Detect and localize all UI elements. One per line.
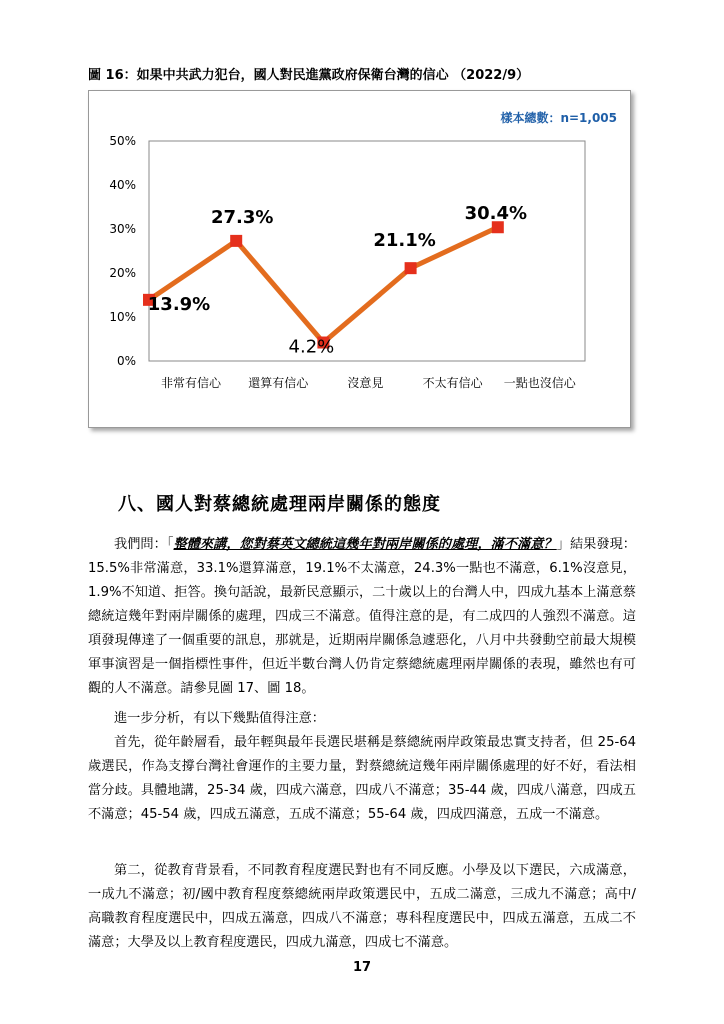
paragraph-1 <box>88 533 636 701</box>
y-tick-label: 20% <box>109 266 136 280</box>
x-tick-label: 不太有信心 <box>422 376 483 390</box>
p1-prefix: 我們問：「 <box>114 537 174 552</box>
data-label: 21.1% <box>373 230 436 252</box>
line-chart <box>88 90 631 428</box>
paragraph-2: 進一步分析，有以下幾點值得注意： <box>114 711 325 726</box>
data-point-marker <box>405 262 417 274</box>
section-heading: 八、國人對蔡總統處理兩岸關係的態度 <box>118 494 441 515</box>
x-tick-label: 還算有信心 <box>248 376 309 390</box>
data-label: 30.4% <box>464 203 528 225</box>
survey-question: 整體來講，您對蔡英文總統這幾年對兩岸關係的處理，滿不滿意？ <box>173 537 557 552</box>
figure-caption: 圖 16：如果中共武力犯台，國人對民進黨政府保衛台灣的信心 （2022/9） <box>88 68 530 83</box>
x-tick-label: 沒意見 <box>347 376 384 390</box>
y-tick-label: 40% <box>109 178 136 192</box>
paragraph-3: 首先，從年齡層看，最年輕與最年長選民堪稱是蔡總統兩岸政策最忠實支持者，但 25-64 歲選民，作為支撐台灣社會運作的主要力量，對蔡總統這幾年兩岸關係處理的好不好，看法相當分歧。具體地講，25-34 歲，四成六滿意，四成八不滿意；35-44 歲，四成八滿意，四成五不滿意；45-54 歲，四成五滿意，五成不滿意；55-64 歲，四成四滿意，五成一不滿意。 <box>88 735 636 822</box>
data-point-marker <box>230 235 242 247</box>
y-tick-label: 30% <box>109 222 136 236</box>
y-tick-label: 10% <box>109 310 136 324</box>
x-tick-label: 一點也沒信心 <box>503 376 576 390</box>
paragraph-4: 第二，從教育背景看，不同教育程度選民對也有不同反應。小學及以下選民，六成滿意，一成九不滿意；初/國中教育程度蔡總統兩岸政策選民中，五成二滿意，三成九不滿意；高中/高職教育程度選民中，四成五滿意，四成八不滿意；專科程度選民中，四成五滿意，五成二不滿意；大學及以上教育程度選民，四成九滿意，四成七不滿意。 <box>88 863 636 950</box>
page-number: 17 <box>352 960 372 975</box>
y-tick-label: 0% <box>116 354 136 368</box>
x-tick-label: 非常有信心 <box>160 376 222 390</box>
chart-canvas <box>89 91 630 427</box>
series-line <box>149 227 498 342</box>
sample-size-note: 樣本總數：n=1,005 <box>500 111 617 125</box>
plot-area <box>149 141 585 361</box>
data-label: 13.9% <box>147 293 211 315</box>
p1-rest: 」結果發現：15.5%非常滿意，33.1%還算滿意，19.1%不太滿意，24.3%一點也不滿意，6.1%沒意見，1.9%不知道、拒答。換句話說，最新民意顯示，二十歲以上的台灣人中，四成九基本上滿意蔡總統這幾年對兩岸關係的處理，四成三不滿意。值得注意的是，有二成四的人強烈不滿意。這項發現傳達了一個重要的訊息，那就是，近期兩岸關係急遽惡化，八月中共發動空前最大規模軍事演習是一個指標性事件，但近半數台灣人仍肯定蔡總統處理兩岸關係的表現，雖然也有可觀的人不滿意。請參見圖 17、圖 18。 <box>88 537 636 696</box>
data-label: 27.3% <box>210 206 274 228</box>
y-tick-label: 50% <box>109 134 136 148</box>
data-label: 4.2% <box>288 336 335 358</box>
